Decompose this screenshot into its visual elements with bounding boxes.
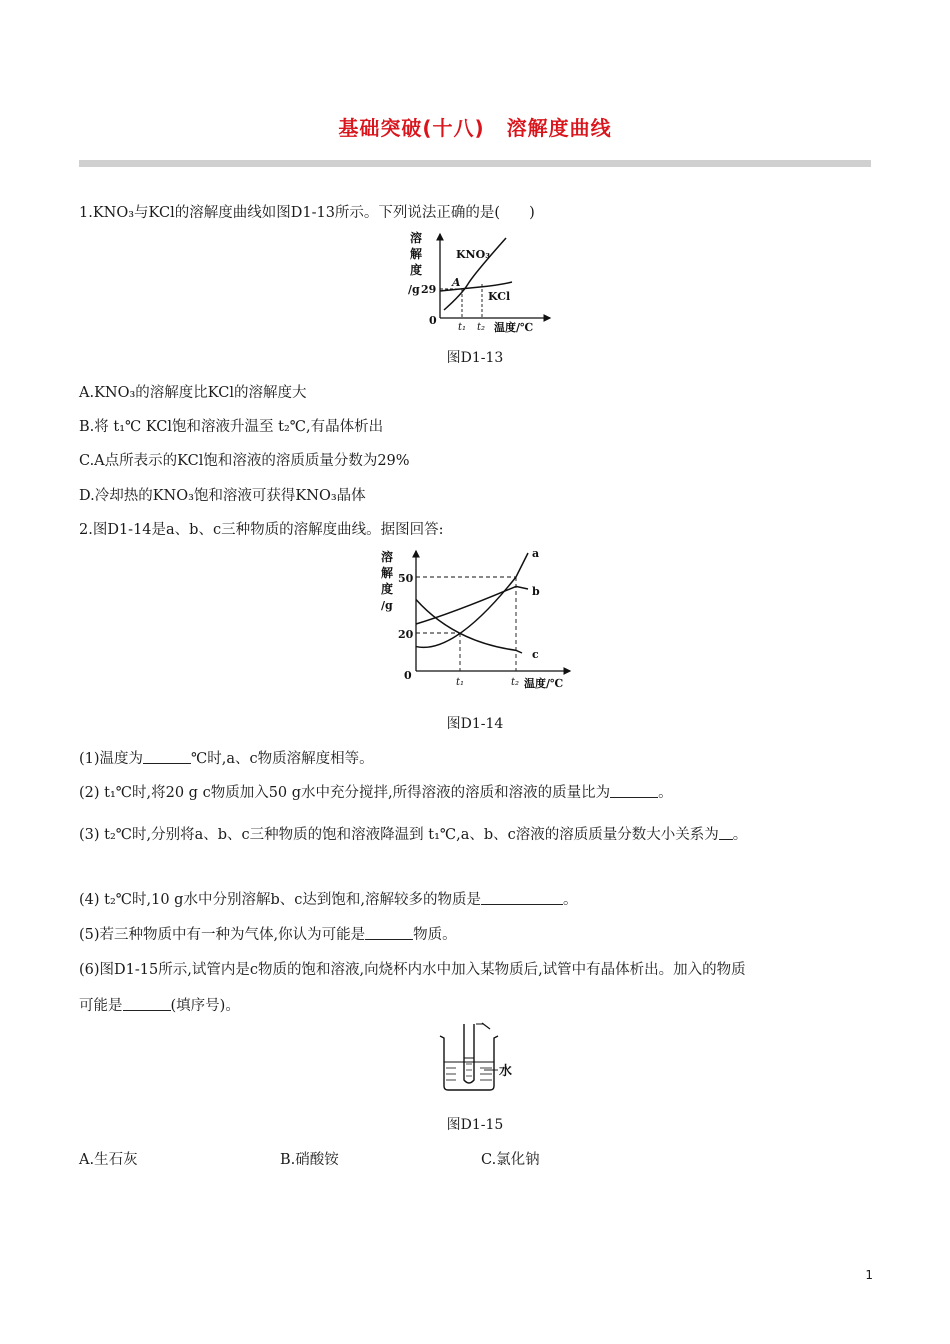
q2-sub5: (5)若三种物质中有一种为气体,你认为可能是 物质。 — [79, 927, 457, 943]
page-number: 1 — [865, 1268, 873, 1282]
y-tick-29: 29 — [421, 283, 437, 296]
tube-clamp — [482, 1023, 490, 1029]
legend-b: b — [532, 585, 540, 598]
x-tick-t2: t₂ — [477, 322, 486, 333]
ylabel-char-1: 溶 — [410, 231, 423, 245]
ylabel-char-3: 度 — [381, 582, 394, 596]
page-title: 基础突破(十八) 溶解度曲线 — [338, 116, 612, 140]
x-tick-0: 0 — [429, 314, 437, 327]
test-tube-solution-hatch — [466, 1064, 472, 1076]
solubility-chart-d1-14 — [372, 545, 582, 693]
y-tick-20: 20 — [398, 628, 414, 641]
q2-sub6-line1: (6)图D1-15所示,试管内是c物质的饱和溶液,向烧杯内水中加入某物质后,试管中有晶体析出。加入的物质 — [79, 962, 746, 978]
ylabel-char-4: /g — [381, 599, 393, 612]
q1-option-d: D.冷却热的KNO₃饱和溶液可获得KNO₃晶体 — [79, 488, 366, 504]
ylabel-char-2: 解 — [381, 566, 394, 580]
answer-blank-1 — [143, 749, 191, 764]
point-a-label: A — [452, 276, 461, 289]
test-tube-outline — [464, 1024, 474, 1083]
q2-stem: 2.图D1-14是a、b、c三种物质的溶解度曲线。据图回答: — [79, 522, 444, 538]
legend-kno3: KNO₃ — [456, 248, 491, 261]
legend-a: a — [532, 547, 540, 560]
figure-caption-d1-13: 图D1-13 — [446, 350, 504, 366]
legend-kcl: KCl — [488, 290, 511, 303]
ylabel-char-2: 解 — [410, 247, 423, 261]
q1-option-a: A.KNO₃的溶解度比KCl的溶解度大 — [79, 385, 307, 401]
q1-stem: 1.KNO₃与KCl的溶解度曲线如图D1-13所示。下列说法正确的是( ) — [79, 205, 535, 221]
series-b-line — [416, 586, 528, 624]
y-tick-50: 50 — [398, 572, 414, 585]
figure-caption-d1-14: 图D1-14 — [446, 716, 504, 732]
water-label: 水 — [499, 1064, 513, 1079]
q2-sub3: (3) t₂℃时,分别将a、b、c三种物质的饱和溶液降温到 t₁℃,a、b、c溶液的溶质质量分数大小关系为 。 — [79, 827, 748, 843]
answer-blank-5 — [365, 925, 413, 940]
q1-option-b: B.将 t₁℃ KCl饱和溶液升温至 t₂℃,有晶体析出 — [79, 419, 384, 435]
q2-sub1: (1)温度为 ℃时,a、c物质溶解度相等。 — [79, 751, 374, 767]
q2-option-c: C.氯化钠 — [481, 1152, 540, 1168]
title-divider — [79, 160, 871, 167]
beaker-test-tube-figure — [436, 1022, 526, 1094]
x-tick-t1: t₁ — [458, 322, 467, 333]
beaker-outline — [440, 1036, 498, 1090]
q2-sub6-line2: 可能是 (填序号)。 — [79, 998, 240, 1014]
x-axis-label: 温度/℃ — [524, 677, 564, 690]
q1-option-c: C.A点所表示的KCl饱和溶液的溶质质量分数为29% — [79, 453, 410, 469]
q2-sub2: (2) t₁℃时,将20 g c物质加入50 g水中充分搅拌,所得溶液的溶质和溶液的质量比为 。 — [79, 785, 673, 801]
x-tick-0: 0 — [404, 669, 412, 682]
figure-caption-d1-15: 图D1-15 — [446, 1117, 504, 1133]
legend-c: c — [532, 648, 539, 661]
q2-option-b: B.硝酸铵 — [280, 1152, 339, 1168]
answer-blank-4 — [481, 890, 563, 905]
ylabel-char-4: /g — [408, 283, 420, 296]
ylabel-char-1: 溶 — [381, 550, 394, 564]
ylabel-char-3: 度 — [410, 263, 423, 277]
q2-option-a: A.生石灰 — [79, 1152, 138, 1168]
q2-sub4: (4) t₂℃时,10 g水中分别溶解b、c达到饱和,溶解较多的物质是 。 — [79, 892, 578, 908]
x-axis-label: 温度/℃ — [494, 321, 534, 334]
x-tick-t2: t₂ — [511, 677, 520, 688]
answer-blank-3 — [719, 825, 733, 840]
answer-blank-2 — [610, 783, 658, 798]
x-tick-t1: t₁ — [456, 677, 465, 688]
answer-blank-6 — [123, 996, 171, 1011]
solubility-chart-d1-13 — [400, 228, 560, 338]
